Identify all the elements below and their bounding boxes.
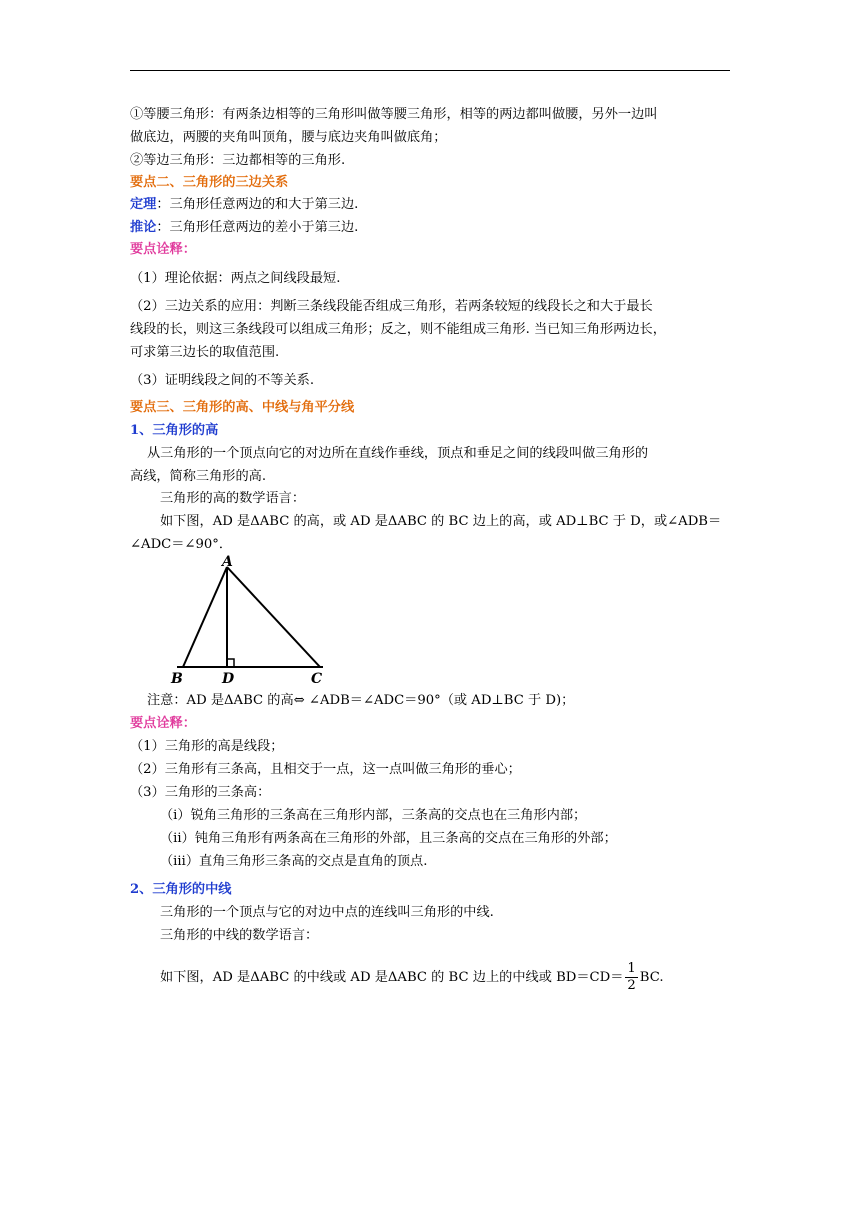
note-item-1: （1）理论依据：两点之间线段最短. xyxy=(130,271,341,286)
side-ab xyxy=(183,567,227,667)
right-angle-mark xyxy=(227,659,234,667)
label-d: D xyxy=(222,671,235,685)
section-heading-triangle-sides: 要点二、三角形的三边关系 xyxy=(130,175,289,190)
equilateral-def: ②等边三角形：三边都相等的三角形. xyxy=(130,153,346,168)
altitude-example-line1: 如下图，AD 是ΔABC 的高，或 AD 是ΔABC 的 BC 边上的高，或 AD⊥BC 于 D，或∠ADB＝ xyxy=(160,514,722,529)
subheading-altitude: 1、三角形的高 xyxy=(130,423,219,438)
corollary-text: ：三角形任意两边的差小于第三边. xyxy=(156,220,359,235)
note-item-2-line2: 线段的长，则这三条线段可以组成三角形；反之，则不能组成三角形. 当已知三角形两边长， xyxy=(130,322,666,337)
median-def: 三角形的一个顶点与它的对边中点的连线叫三角形的中线. xyxy=(160,905,494,920)
altitude-note-2: （2）三角形有三条高，且相交于一点，这一点叫做三角形的垂心； xyxy=(130,762,521,777)
triangle-altitude-figure xyxy=(165,555,330,685)
theorem-label: 定理 xyxy=(130,197,157,212)
median-example xyxy=(160,958,730,998)
theorem-line xyxy=(130,194,730,216)
altitude-note-3-iii: （ⅲ）直角三角形三条高的交点是直角的顶点. xyxy=(160,854,428,869)
median-example-post: BC. xyxy=(639,970,664,985)
altitude-def-line1: 从三角形的一个顶点向它的对边所在直线作垂线，顶点和垂足之间的线段叫做三角形的 xyxy=(147,446,649,461)
label-b: B xyxy=(171,671,183,685)
side-ac xyxy=(227,567,320,667)
fraction-denominator: 2 xyxy=(627,978,636,993)
median-math-language: 三角形的中线的数学语言： xyxy=(160,928,319,943)
isosceles-def-line1: ①等腰三角形：有两条边相等的三角形叫做等腰三角形，相等的两边都叫做腰，另外一边叫 xyxy=(130,107,658,122)
header-rule xyxy=(130,70,730,71)
label-c: C xyxy=(311,671,323,685)
section-heading-altitude-median: 要点三、三角形的高、中线与角平分线 xyxy=(130,400,355,415)
note-label-2: 要点诠释： xyxy=(130,716,196,731)
altitude-note-3: （3）三角形的三条高： xyxy=(130,785,271,800)
corollary-label: 推论 xyxy=(130,220,157,235)
theorem-text: ：三角形任意两边的和大于第三边. xyxy=(156,197,359,212)
note-item-3: （3）证明线段之间的不等关系. xyxy=(130,373,315,388)
note-label-1: 要点诠释： xyxy=(130,242,196,257)
label-a: A xyxy=(222,555,233,570)
note-item-2-line3: 可求第三边长的取值范围. xyxy=(130,345,280,360)
altitude-note-3-ii: （ⅱ）钝角三角形有两条高在三角形的外部，且三条高的交点在三角形的外部； xyxy=(160,831,617,846)
altitude-example-line2: ∠ADC＝∠90°． xyxy=(130,537,233,552)
altitude-math-language: 三角形的高的数学语言： xyxy=(160,491,306,506)
altitude-note-3-i: （ⅰ）锐角三角形的三条高在三角形内部，三条高的交点也在三角形内部； xyxy=(160,808,587,823)
note-item-2-line1: （2）三边关系的应用：判断三条线段能否组成三角形，若两条较短的线段长之和大于最长 xyxy=(130,299,653,314)
median-example-pre: 如下图，AD 是ΔABC 的中线或 AD 是ΔABC 的 BC 边上的中线或 BD＝CD＝ xyxy=(160,970,624,985)
corollary-line xyxy=(130,217,730,239)
subheading-median: 2、三角形的中线 xyxy=(130,882,232,897)
fraction-numerator: 1 xyxy=(627,961,636,976)
isosceles-def-line2: 做底边，两腰的夹角叫顶角，腰与底边夹角叫做底角； xyxy=(130,130,447,145)
altitude-def-line2: 高线，简称三角形的高. xyxy=(130,469,267,484)
altitude-note-1: （1）三角形的高是线段； xyxy=(130,739,284,754)
fraction-one-half xyxy=(625,961,637,994)
altitude-attention: 注意：AD 是ΔABC 的高⇔ ∠ADB＝∠ADC＝90°（或 AD⊥BC 于 D)； xyxy=(147,693,575,708)
